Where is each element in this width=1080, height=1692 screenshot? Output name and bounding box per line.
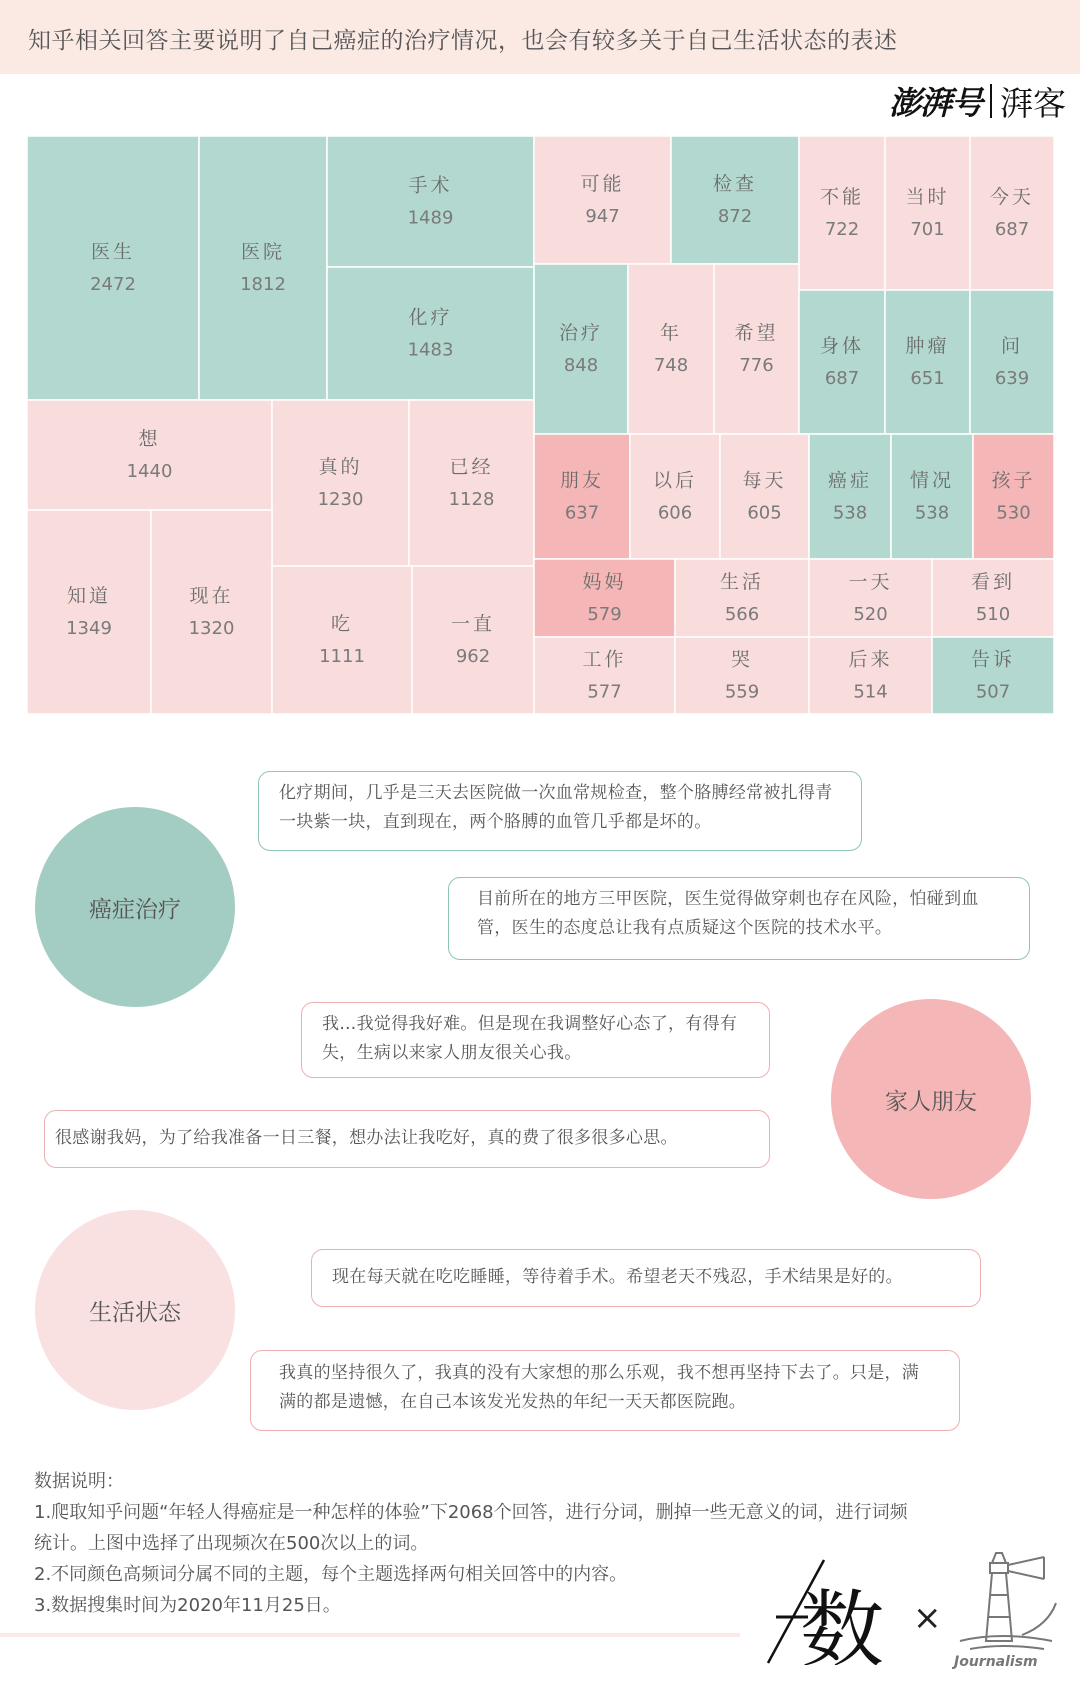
- notes-line: 1.爬取知乎问题“年轻人得癌症是一种怎样的体验”下2068个回答，进行分词，删掉一些无意义的词，进行词频: [34, 1502, 908, 1523]
- treemap-value-label: 514: [853, 681, 888, 703]
- treemap-cell: [671, 136, 799, 264]
- quote-treatment-1: 化疗期间，几乎是三天去医院做一次血常规检查，整个胳膊经常被扎得青一块紫一块，直到现在，两个胳膊的血管几乎都是坏的。: [258, 771, 862, 851]
- treemap-word-label: 检查: [712, 173, 758, 195]
- treemap-cell: [630, 434, 720, 559]
- theme-circle-family: [831, 999, 1031, 1199]
- notes-line: 统计。上图中选择了出现频次在500次以上的词。: [34, 1533, 429, 1554]
- treemap-cell: [409, 400, 534, 566]
- treemap-value-label: 1128: [448, 489, 495, 510]
- theme-label-life: 生活状态: [89, 1299, 181, 1326]
- treemap-cell: [534, 136, 671, 264]
- treemap-value-label: 579: [587, 604, 622, 625]
- treemap-word-label: 当时: [905, 186, 950, 208]
- treemap-cell: [809, 434, 891, 559]
- treemap-value-label: 520: [853, 604, 888, 625]
- treemap-cell: [714, 264, 799, 434]
- treemap-cell: [720, 434, 809, 559]
- treemap-cell: [799, 136, 885, 290]
- treemap-word-label: 问: [1000, 335, 1024, 357]
- treemap-word-label: 可能: [580, 173, 625, 195]
- treemap-cell: [327, 136, 534, 267]
- treemap-word-label: 癌症: [827, 469, 873, 492]
- treemap-value-label: 1483: [407, 339, 454, 361]
- treemap-word-label: 医院: [240, 241, 286, 263]
- treemap-word-label: 已经: [449, 456, 494, 478]
- treemap-cell: [272, 400, 409, 566]
- quote-life-1: 现在每天就在吃吃睡睡，等待着手术。希望老天不残忍，手术结果是好的。: [311, 1249, 981, 1307]
- treemap-value-label: 872: [717, 206, 753, 227]
- treemap-word-label: 肿瘤: [905, 335, 950, 357]
- treemap-word-label: 手术: [408, 174, 453, 197]
- treemap-word-label: 看到: [970, 571, 1016, 593]
- treemap-value-label: 606: [657, 502, 693, 524]
- theme-circle-treatment: [35, 807, 235, 1007]
- treemap-word-label: 以后: [652, 469, 698, 492]
- treemap-word-label: 想: [138, 428, 161, 450]
- treemap-cell: [327, 267, 534, 400]
- treemap-word-label: 一直: [450, 613, 496, 635]
- notes-title: 数据说明：: [34, 1471, 124, 1492]
- treemap-cell: [151, 510, 272, 714]
- treemap-value-label: 1489: [407, 207, 454, 229]
- treemap-value-label: 637: [564, 502, 600, 524]
- quote-family-1: 我…我觉得我好难。但是现在我调整好心态了，有得有失，生病以来家人朋友很关心我。: [301, 1002, 770, 1078]
- treemap-cell: [534, 264, 628, 434]
- treemap-word-label: 身体: [819, 335, 865, 357]
- treemap-cell: [27, 400, 272, 510]
- treemap-value-label: 510: [975, 604, 1011, 625]
- treemap-word-label: 医生: [90, 241, 136, 263]
- treemap-word-label: 孩子: [991, 469, 1036, 492]
- word-frequency-treemap: [0, 0, 1080, 720]
- quote-treatment-2: 目前所在的地方三甲医院，医生觉得做穿刺也存在风险，怕碰到血管，医生的态度总让我有点质疑这个医院的技术水平。: [448, 877, 1030, 960]
- brand-name: 澎湃号: [888, 84, 982, 122]
- treemap-value-label: 538: [914, 502, 950, 524]
- treemap-word-label: 年: [659, 322, 683, 344]
- treemap-value-label: 1812: [240, 274, 286, 295]
- treemap-value-label: 687: [824, 368, 860, 389]
- treemap-word-label: 化疗: [408, 306, 453, 329]
- treemap-cell: [885, 290, 970, 434]
- treemap-value-label: 530: [996, 502, 1031, 524]
- treemap-value-label: 651: [910, 368, 945, 389]
- treemap-cell: [412, 566, 534, 714]
- treemap-cell: [891, 434, 973, 559]
- page-title: 知乎相关回答主要说明了自己癌症的治疗情况，也会有较多关于自己生活状态的表述: [28, 28, 898, 54]
- theme-circle-life: [35, 1210, 235, 1410]
- treemap-word-label: 哭: [730, 648, 754, 671]
- treemap-word-label: 每天: [742, 469, 787, 492]
- treemap-cell: [628, 264, 714, 434]
- quote-family-2: 很感谢我妈，为了给我准备一日三餐，想办法让我吃好，真的费了很多很多心思。: [44, 1110, 770, 1168]
- notes-line: 3.数据搜集时间为2020年11月25日。: [34, 1595, 341, 1616]
- treemap-cell: [272, 566, 412, 714]
- treemap-value-label: 577: [587, 681, 622, 703]
- treemap-cell: [973, 434, 1054, 559]
- treemap-value-label: 947: [585, 206, 620, 227]
- brand-column: 湃客: [1000, 83, 1066, 123]
- treemap-value-label: 605: [747, 502, 782, 524]
- treemap-value-label: 848: [563, 355, 599, 376]
- treemap-cell: [970, 136, 1054, 290]
- treemap-word-label: 妈妈: [582, 571, 627, 593]
- journalism-lighthouse-logo: [952, 1545, 1067, 1670]
- treemap-word-label: 告诉: [970, 648, 1016, 671]
- treemap-cell: [199, 136, 327, 400]
- treemap-value-label: 1349: [66, 618, 112, 639]
- shu-logo-text: 数: [800, 1581, 885, 1665]
- treemap-word-label: 知道: [66, 585, 112, 607]
- logo-separator: ×: [913, 1598, 942, 1638]
- treemap-value-label: 1440: [126, 461, 173, 482]
- treemap-value-label: 639: [994, 368, 1030, 389]
- treemap-cell: [27, 510, 151, 714]
- treemap-value-label: 701: [910, 219, 945, 240]
- treemap-cell: [885, 136, 970, 290]
- treemap-value-label: 1320: [188, 618, 235, 639]
- treemap-word-label: 朋友: [559, 469, 605, 492]
- treemap-value-label: 1230: [317, 489, 364, 510]
- treemap-value-label: 559: [724, 681, 760, 703]
- treemap-value-label: 776: [739, 355, 774, 376]
- treemap-word-label: 现在: [189, 585, 234, 607]
- treemap-word-label: 不能: [819, 186, 865, 208]
- treemap-cell: [27, 136, 199, 400]
- treemap-value-label: 722: [824, 219, 860, 240]
- treemap-word-label: 生活: [719, 571, 765, 593]
- treemap-value-label: 687: [994, 219, 1030, 240]
- footer-divider: [0, 1633, 740, 1637]
- treemap-value-label: 1111: [319, 646, 365, 667]
- treemap-word-label: 今天: [989, 186, 1035, 208]
- treemap-word-label: 情况: [909, 469, 955, 492]
- treemap-cell: [799, 290, 885, 434]
- treemap-word-label: 吃: [330, 613, 354, 635]
- notes-line: 2.不同颜色高频词分属不同的主题，每个主题选择两句相关回答中的内容。: [34, 1564, 628, 1585]
- journalism-logo-text: Journalism: [954, 1654, 1038, 1670]
- treemap-word-label: 真的: [318, 456, 363, 478]
- treemap-word-label: 工作: [582, 648, 627, 671]
- treemap-value-label: 538: [832, 502, 868, 524]
- treemap-word-label: 希望: [734, 322, 779, 344]
- treemap-value-label: 507: [975, 681, 1011, 703]
- theme-label-treatment: 癌症治疗: [89, 896, 181, 923]
- treemap-value-label: 2472: [90, 274, 136, 295]
- treemap-value-label: 748: [653, 355, 689, 376]
- shu-logo: [766, 1555, 896, 1665]
- treemap-cell: [534, 434, 630, 559]
- treemap-word-label: 一天: [848, 571, 893, 593]
- theme-label-family: 家人朋友: [885, 1088, 977, 1115]
- treemap-cell: [970, 290, 1054, 434]
- treemap-word-label: 治疗: [558, 322, 604, 344]
- quote-life-2: 我真的坚持很久了，我真的没有大家想的那么乐观，我不想再坚持下去了。只是，满满的都是遗憾，在自己本该发光发热的年纪一天天都医院跑。: [250, 1350, 960, 1431]
- treemap-word-label: 后来: [848, 648, 893, 671]
- treemap-value-label: 566: [724, 604, 760, 625]
- treemap-value-label: 962: [455, 646, 491, 667]
